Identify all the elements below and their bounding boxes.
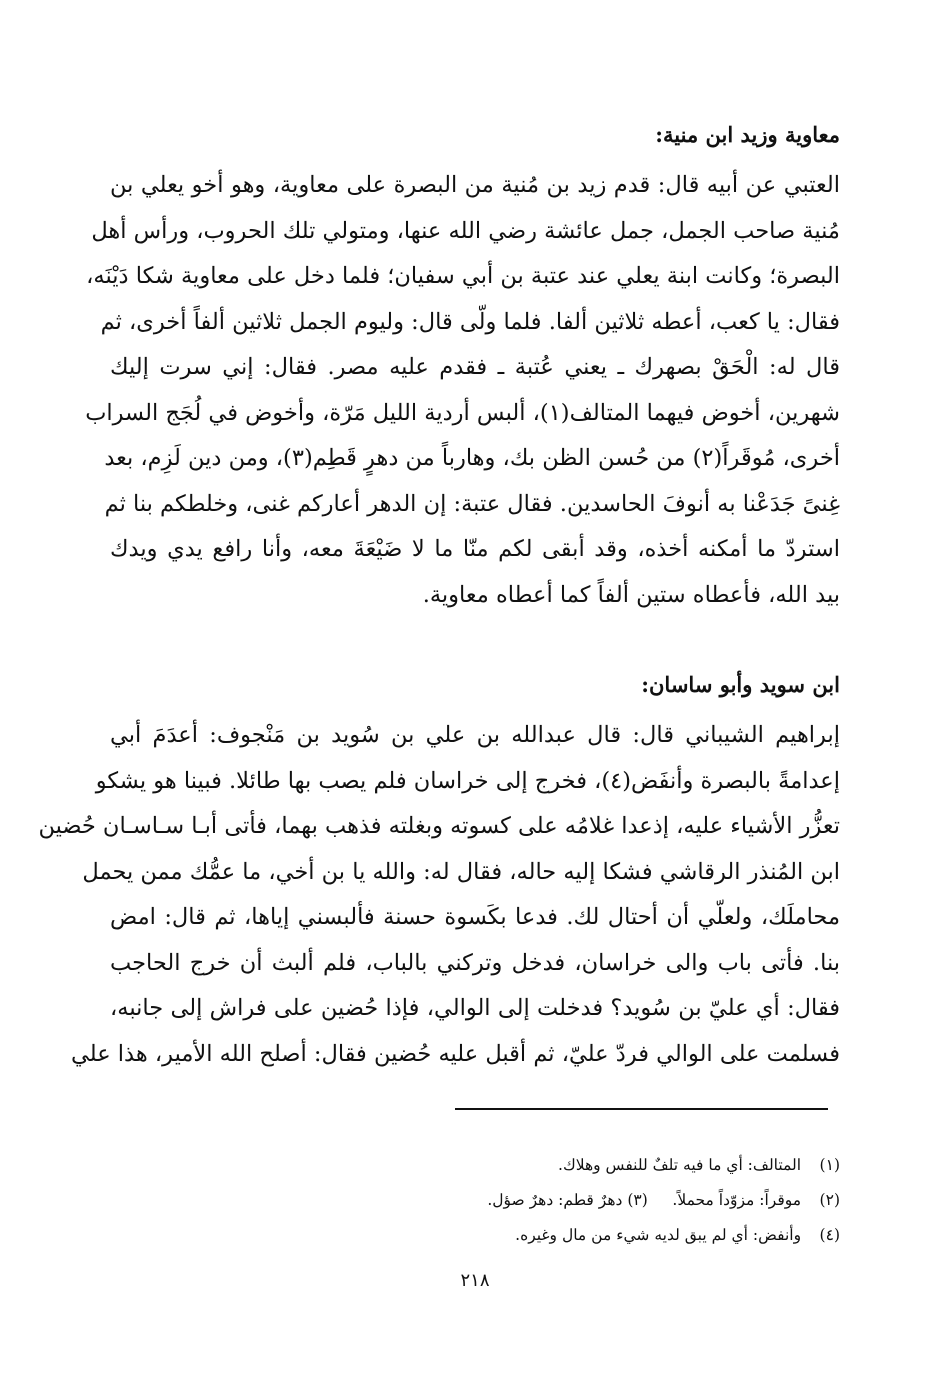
footnote-number: (٤)	[819, 1226, 840, 1244]
footnote-text: المتالف: أي ما فيه تلفٌ للنفس وهلاك.	[558, 1156, 802, 1174]
text-line: مُنية صاحب الجمل، جمل عائشة رضي الله عنها، ومتولي تلك الحروب، ورأس أهل	[91, 217, 840, 244]
text-line: فسلمت على الوالي فردّ عليّ، ثم أقبل عليه حُضين فقال: أصلح الله الأمير، هذا علي	[71, 1040, 840, 1067]
text-line: غِنىً جَدَعْنا به أنوفَ الحاسدين. فقال عتبة: إن الدهر أعاركم غنى، وخلطكم بنا ثم	[104, 490, 840, 517]
footnote	[240, 1218, 840, 1253]
footnotes	[240, 1148, 840, 1253]
text-line: إعدامةً بالبصرة وأنفَض(٤)، فخرج إلى خراسان فلم يصب بها طائلا. فبينا هو يشكو	[95, 767, 840, 794]
footnote	[240, 1183, 840, 1218]
text-line: العتبي عن أبيه قال: قدم زيد بن مُنية من البصرة على معاوية، وهو أخو يعلي بن	[110, 172, 840, 198]
section-body	[85, 163, 840, 618]
page-number: ٢١٨	[460, 1270, 490, 1291]
footnote-divider	[455, 1108, 828, 1110]
text-line: إبراهيم الشيباني قال: قال عبدالله بن علي بن سُويد بن مَنْجوف: أعدَمَ أبي	[110, 722, 840, 748]
text-line: شهرين، أخوض فيهما المتالف(١)، ألبس أردية الليل مَرّة، وأخوض في لُجَج السراب	[85, 399, 840, 426]
section-body	[38, 713, 840, 1077]
footnote-text: موقراً: مزوّداً محملاً. (٣) دهرٌ قطم: دهرٌ صؤل.	[487, 1191, 802, 1209]
text-line: فقال: أي عليّ بن سُويد؟ فدخلت إلى الوالي، فإذا حُضين على فراش إلى جانبه،	[110, 995, 840, 1021]
text-line: محاملَك، ولعلّي أن أحتال لك. فدعا بكَسوة حسنة فألبسني إياها، ثم قال: امض	[110, 904, 840, 930]
text-line: ابن المُنذر الرقاشي فشكا إليه حاله، فقال له: والله يا بن أخي، ما عمُّك ممن يحمل	[82, 858, 840, 885]
section-heading: معاوية وزيد ابن منية:	[655, 122, 840, 147]
text-line: بنا. فأتى باب والى خراسان، فدخل وتركني بالباب، فلم ألبث أن خرج الحاجب	[110, 949, 840, 976]
text-line: قال له: الْحَقْ بصهرك ـ يعني عُتبة ـ فقدم عليه مصر. فقال: إني سرت إليك	[110, 354, 840, 380]
footnote-text: وأنفض: أي لم يبق لديه شيء من مال وغيره.	[515, 1226, 802, 1244]
text-line: تعزُّر الأشياء عليه، إذعدا غلامُه على كسوته وبغلته فذهب بهما، فأتى أبـا سـاسـان حُضين	[38, 813, 840, 839]
text-line: أخرى، مُوقَراً(٢) من حُسن الظن بك، وهارباً من دهرٍ قَطِم(٣)، ومن دين لَزِم، بعد	[104, 445, 840, 471]
section-heading: ابن سويد وأبو ساسان:	[641, 672, 840, 697]
footnote-number: (١)	[819, 1156, 840, 1174]
text-line: استردّ ما أمكنه أخذه، وقد أبقى لكم منّا ما لا ضَيْعَةَ معه، وأنا رافع يدي ويدك	[110, 536, 840, 562]
text-line: بيد الله، فأعطاه ستين ألفاً كما أعطاه معاوية.	[422, 581, 840, 608]
footnote	[240, 1148, 840, 1183]
text-line: البصرة؛ وكانت ابنة يعلي عند عتبة بن أبي سفيان؛ فلما دخل على معاوية شكا دَيْنَه،	[86, 263, 840, 289]
footnote-number: (٢)	[819, 1191, 840, 1209]
text-line: فقال: يا كعب، أعطه ثلاثين ألفا. فلما ولّى قال: وليوم الجمل ثلاثين ألفاً أخرى، ثم	[100, 308, 840, 335]
